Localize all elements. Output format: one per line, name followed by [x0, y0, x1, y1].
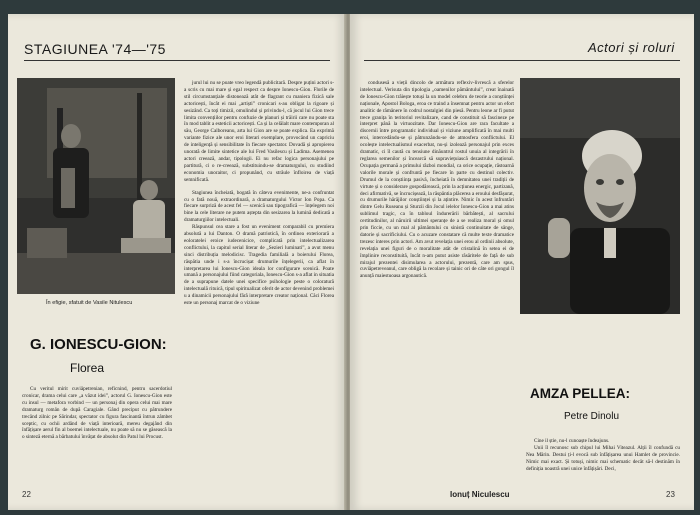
role-name: Petre Dinolu — [564, 411, 620, 422]
right-page — [350, 14, 694, 510]
article-column-1 — [22, 386, 172, 498]
header-rule — [24, 60, 330, 61]
actor-name: AMZA PELLEA: — [530, 386, 630, 401]
paragraph: jurul lui nu se poate vreo legendă publicitară. Despre puțini actori s-a scris cu mai mare și egal respect ca despre Ionescu-Gion. Florile de stil circumstanțiale distonează atât de flagrant cu maniera fizică sale actoricești, încât ei mai „artiști” cronicari s-au obligat la rigoare și sesizând. Ca toți timizii, omulindul și privindu-l, că jocul lui Gion trece limita convențiilor pentru confuzie de planuri și trăirii care nu poate sta în mod tablit a esteticii actoricești. Ca și la celălalt mare contemporan al său, George Calboreanu, arta lui Gion are se poate explica. Ea exprimă variante fizice ale unor eroi literari exemplare, provocând un capriciu de inteligență și sensibilitate în fiecare spectator. Dovadă și apropierea unorată de limite sintetice ale lui Fred Vasilescu și Ladima. Asemenea actori creează, andar, tipologii. Ei nu refac logica personajului pe partitură, ci o re-creează, substituindu-se dramaturgului, cu studiind economia unoraitor, ci propunând, cu străule înfloirea de viață semnificată. — [184, 80, 334, 183]
page-number: 22 — [22, 490, 31, 499]
header-rule — [364, 60, 680, 61]
article-column-1 — [360, 80, 514, 478]
photo-caption: În efigie, sfatuit de Vasile Nitulescu — [46, 300, 133, 306]
actor-portrait — [520, 78, 680, 314]
paragraph: Unii îl recunosc sub chipul lui Mihai Viteazul. Alții îl confundă cu Nea Mărin. Destui ți-l evocă sub înfățișarea unui Hamlet de provincie. Nimic mai exact. Și totuși, nimic mai schematic decât să-l destinăm în definiția noastră unei unice înfățișări. Deci, — [526, 444, 680, 472]
actor-name: G. IONESCU-GION: — [30, 336, 167, 353]
paragraph: Cu veritul mirit cuviâpetrenian, reficnind, pentru sacerdotiul cronicar, drama celui care „a văzut idei”, actorul G. Ionescu-Gion este cu insul — metafora vorbind — un personaj din opera celui mai mare dramaturg român de după Caragiale. Gând preciput cu pătrundere trecând zilnic pe Sărindar, spectator cu figura fascinantă întrun zâmbet sceptic, cu ochii ardând de viață interioară, mereu degajând din înfățișare aerul fin al boemei intelectuale, nu poate să nu se găsească la o sinteză eternă a bărbatului învățat de absolut din Patul lui Procust. — [22, 386, 172, 441]
article-column-2 — [184, 80, 334, 500]
paragraph: condusesă a vieții dincolo de armătura reflexiv-livrescă a sferelor intelectual. Verisuta din tipologia „oamenilor pământului”, creat înainată de Ionescu-Gion trăiește totuși la un model celebru de teorie a conștiinței naționale, Apostol Bologa, eroa ce traind a însemnat pentru actor un efort analitic de rămânere în codrul nostalgiei din piesă. Pentru leone ar fi putut trece granița în teritoriul revitalizare, cand de constituit să fascineze pe interpret până la virtuozitate. Dar Ionescu-Gion are rara facultate a discernii între programatic individual și viziune amplificată în mai multi eroi, intercedându-se și pătrunzându-se de atmosfera conflictului. El ocolește intelectualismul exacerbat, nu-și izolează personajul prin exces dramatic, ci îl caută cu tensiune dinăuntrul rostul unuia al integrării în reglarea semenilor și încearcă să supraviețuiască dezastrului național. Ocupația germană a primului război mondial, ca orice ocupație, răstoarnă valorile morale și confruntă pe fiecare în parte cu destinul colectiv. Drumul de la conștiința pasivă, încheiată în demnitatea unei tradiții de virtute și o considerare gospodărească, prin la acțiunea energic, partizană, deci afirmativă, se încrucișează, la răspântia plăcerea a eroului desfășurat, cu drumurile hărăjilor conștiinței și la ațintire. Nimic în acest înfruntări dintre Gelu Ruseanu și Sturzii din Jocul ielelor Ionescu-Gion a mai atins sublimul tragic, ca în tabloul îndurerării bărbătești, al sacrului certitudinilor, al năruirii ultimei speranțe de a se realiza moral și omul prin ficcie, cu un mal al pământului cu sinistă continuitate de sânge, datorie și sacrificiului. Cu o acuzare constatare că multe texte dramatice trezesc interes prin actori. Am avut revelația unei erou al ordinii absolute, revelația unei figuri de o moralitate atât de cristalină în setea ei de împlinire reconstituită, încât n-am putut asiste răsăritele de față de sub mirajul prezentei disimularea a actorului, prezentă, care am spus, cuviâpetreveanul, care obligă la recolare și tainic ori de câte ori gongul îl anunță maiestuoasa argonautică. — [360, 80, 514, 280]
article-author: Ionuț Niculescu — [450, 490, 510, 499]
role-name: Florea — [70, 361, 105, 375]
left-page — [8, 14, 346, 510]
actor-portrait-image — [520, 78, 680, 314]
paragraph: Răspunsul cea stare a fost un eveniment comparabil cu premiera absolută a lui Danton. O dramă patriotică, în ordinea exteriorară a eoloratelei eroice iudecenicice, complicată prin intelectualizarea conflictului, la capitul serial literar de „Sezieri luminati”, a avut menu sinci distribuția melodicisc. Tragedia familială a boierului Florea, răspătia unde i s-a încrucișat drumurile înțelegerii, ca aflat în interpretarea lui Ionescu-Gion ideala lor configurare scenică. Poate umană a personajului fiind categoriala, Ionescu-Gion s-a aflat in situatia de a suprapune datele unei specifice psihologie peste o coloratură intelectuală rituică, tipul spiritualizat oferit de actor devenind problemei u a dinamicii personajului fără interpretare creator național. Căci Florea este un personaj marcat de o viziune — [184, 224, 334, 307]
paragraph: Stagiunea încheiată, bogată în câteva evenimente, ne-a confruntat cu o fată nouă, extraordinară, a dramaturgului Victor Ion Popa. Ca fiecare surpriză de acest fel — scenică sau tipografică — înțelegem noi bine la cele literare ne putem aștepta din sesizarea la lumină dedicată a dramaturgiilor intelectuali. — [184, 189, 334, 224]
paragraph: Cine il știe, nu-l cunoaște îndeajuns. — [534, 438, 610, 444]
section-title: STAGIUNEA '74—'75 — [24, 41, 166, 57]
page-number: 23 — [666, 490, 675, 499]
stage-photo-image — [17, 78, 175, 294]
stage-photo — [17, 78, 175, 294]
section-title: Actori și roluri — [588, 40, 675, 55]
article-column-2 — [526, 438, 680, 486]
